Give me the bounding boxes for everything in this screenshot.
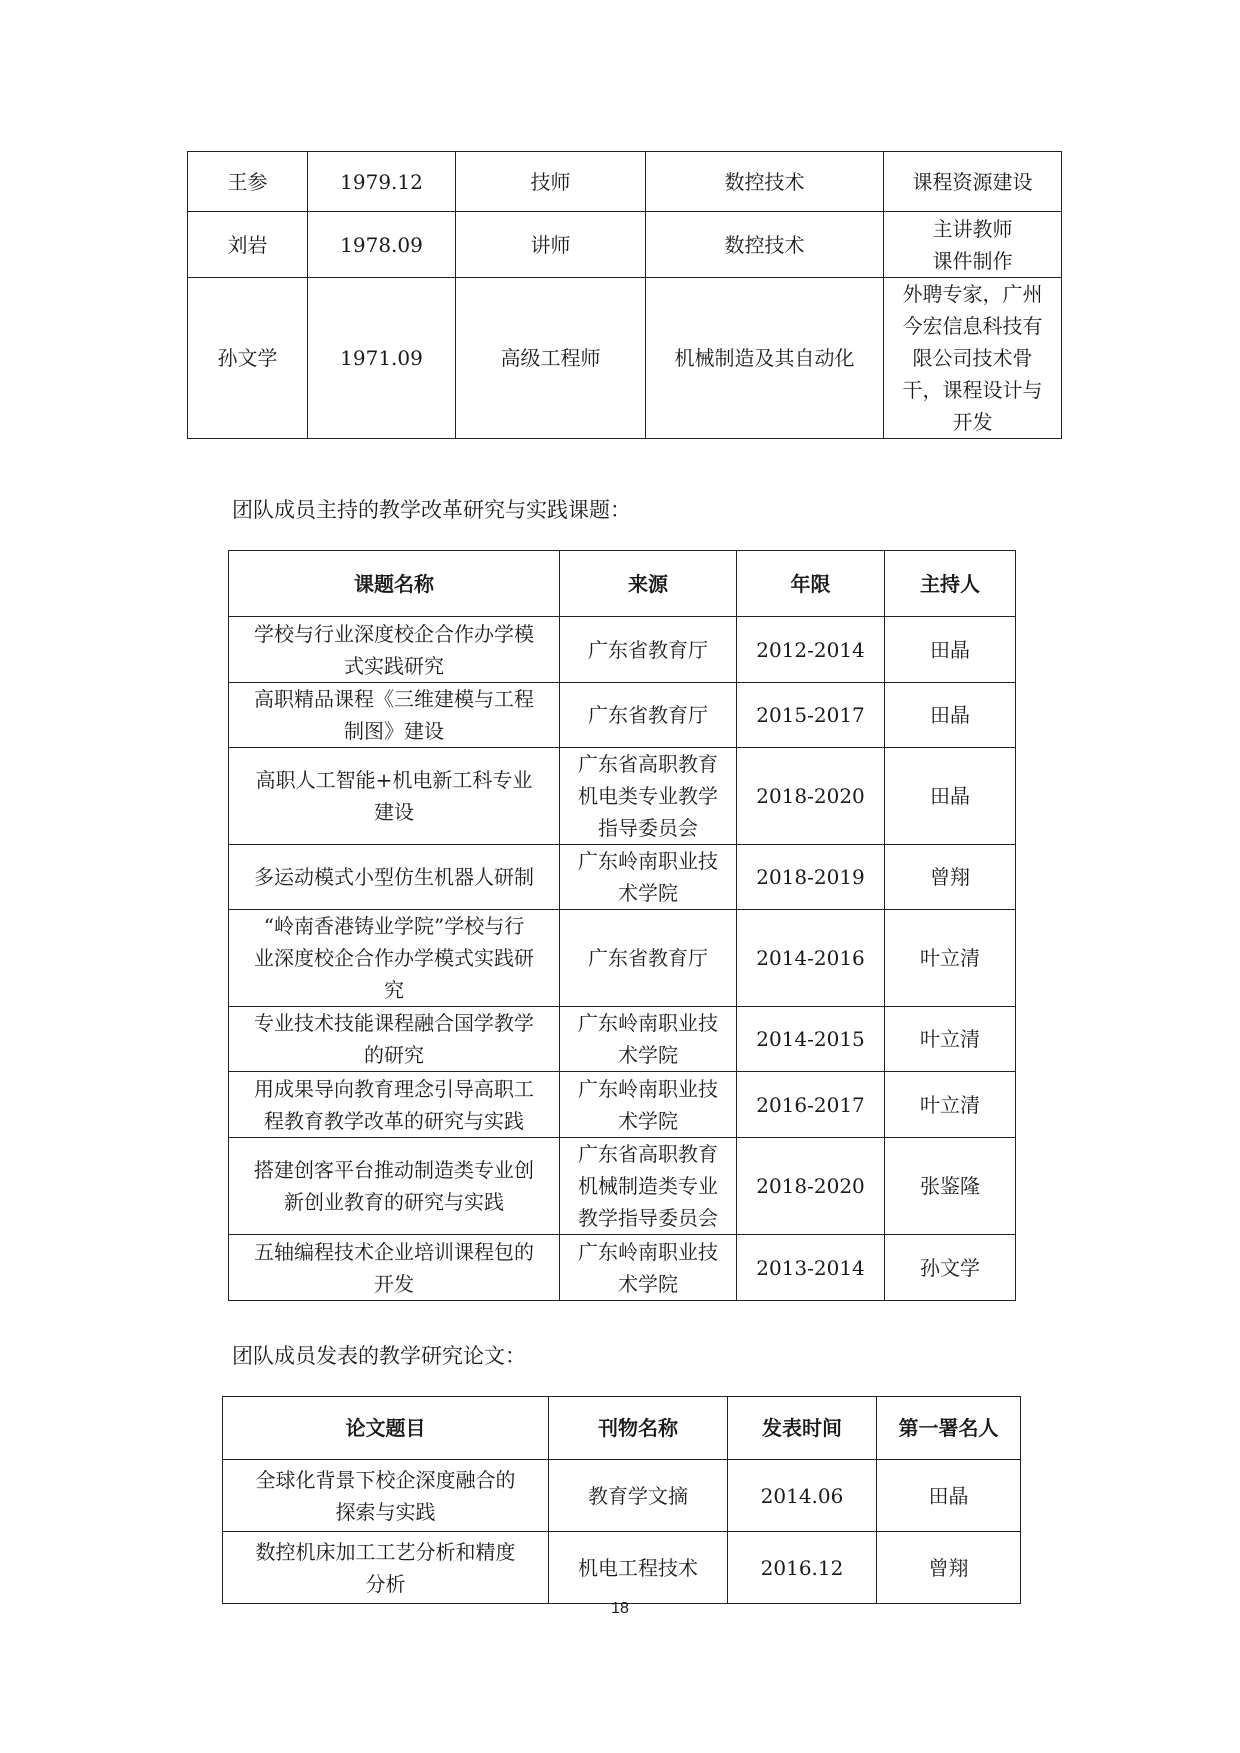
- project-title-line: 用成果导向教育理念引导高职工: [254, 1076, 534, 1101]
- project-source-line: 广东省高职教育: [578, 752, 718, 776]
- project-source-line: 术学院: [618, 1108, 678, 1133]
- project-source: [560, 748, 737, 845]
- paper-title-line: 数控机床加工工艺分析和精度: [255, 1539, 516, 1564]
- header-years: 年限: [737, 551, 885, 617]
- project-source: [560, 1072, 737, 1138]
- member-role-line: 干，课程设计与: [902, 378, 1043, 402]
- member-title: 讲师: [456, 212, 646, 278]
- paper-author: 田晶: [877, 1460, 1021, 1532]
- project-years: 2018-2020: [737, 748, 885, 845]
- project-source-line: 广东省教育厅: [588, 637, 708, 662]
- project-title-line: 专业技术技能课程融合国学教学: [254, 1011, 534, 1035]
- project-source-line: 广东省教育厅: [588, 703, 708, 727]
- table-row: [229, 683, 1016, 748]
- member-role-line: 主讲教师: [932, 216, 1013, 241]
- header-journal: 刊物名称: [549, 1397, 728, 1460]
- project-title: [229, 748, 560, 845]
- project-title-line: 开发: [374, 1271, 414, 1296]
- project-title-line: 多运动模式小型仿生机器人研制: [254, 865, 534, 889]
- project-title-line: 制图》建设: [344, 719, 444, 743]
- project-host: 曾翔: [885, 845, 1016, 910]
- header-host: 主持人: [885, 551, 1016, 617]
- header-source: 来源: [560, 551, 737, 617]
- table-row: [229, 1235, 1016, 1301]
- project-source-line: 术学院: [618, 1043, 678, 1067]
- table-row: [229, 1007, 1016, 1072]
- project-years: 2018-2019: [737, 845, 885, 910]
- project-source: [560, 1007, 737, 1072]
- member-role-line: 限公司技术骨: [912, 346, 1033, 370]
- member-name: 孙文学: [188, 278, 308, 439]
- header-date: 发表时间: [728, 1397, 877, 1460]
- paper-date: 2014.06: [728, 1460, 877, 1532]
- member-major: 数控技术: [646, 212, 884, 278]
- project-host: 叶立清: [885, 1072, 1016, 1138]
- table-row: [229, 748, 1016, 845]
- project-source-line: 指导委员会: [598, 816, 698, 840]
- project-years: 2012-2014: [737, 617, 885, 683]
- project-host: 田晶: [885, 748, 1016, 845]
- project-host: 孙文学: [885, 1235, 1016, 1301]
- project-source: [560, 617, 737, 683]
- project-title-line: 建设: [374, 800, 414, 824]
- project-years: 2018-2020: [737, 1138, 885, 1235]
- member-birth: 1971.09: [308, 278, 456, 439]
- table-row: [223, 1532, 1021, 1604]
- project-title-line: 高职人工智能+机电新工科专业: [255, 768, 533, 792]
- header-project-title: 课题名称: [229, 551, 560, 617]
- member-title: 高级工程师: [456, 278, 646, 439]
- project-title-line: 搭建创客平台推动制造类专业创: [254, 1158, 534, 1182]
- paper-journal: 教育学文摘: [549, 1460, 728, 1532]
- project-source-line: 教学指导委员会: [578, 1206, 718, 1230]
- project-source-line: 广东岭南职业技: [578, 1239, 718, 1264]
- project-source-line: 机械制造类专业: [578, 1174, 718, 1198]
- table-row: [229, 1072, 1016, 1138]
- member-role: [884, 152, 1062, 212]
- project-title-line: 的研究: [364, 1043, 424, 1067]
- project-years: 2013-2014: [737, 1235, 885, 1301]
- member-major: 数控技术: [646, 152, 884, 212]
- header-first-author: 第一署名人: [877, 1397, 1021, 1460]
- project-title-line: 究: [384, 978, 404, 1002]
- page-number: 18: [611, 1600, 629, 1617]
- paper-title: [223, 1460, 549, 1532]
- member-title: 技师: [456, 152, 646, 212]
- project-title: [229, 845, 560, 910]
- project-title-line: 业深度校企合作办学模式实践研: [254, 946, 534, 970]
- project-source-line: 机电类专业教学: [578, 784, 718, 808]
- table-row: [229, 845, 1016, 910]
- member-role: [884, 278, 1062, 439]
- member-role-line: 今宏信息科技有: [902, 314, 1043, 338]
- project-source-line: 广东岭南职业技: [578, 1076, 718, 1101]
- project-source-line: 广东岭南职业技: [578, 849, 718, 873]
- project-host: 田晶: [885, 683, 1016, 748]
- paper-title: [223, 1532, 549, 1604]
- papers-table: [222, 1396, 1021, 1604]
- project-title-line: 新创业教育的研究与实践: [284, 1190, 504, 1214]
- project-host: 叶立清: [885, 1007, 1016, 1072]
- paper-author: 曾翔: [877, 1532, 1021, 1604]
- table-row: [188, 152, 1062, 212]
- project-title: [229, 683, 560, 748]
- project-years: 2014-2016: [737, 910, 885, 1007]
- project-source-line: 广东岭南职业技: [578, 1011, 718, 1035]
- project-title-line: “岭南香港铸业学院”学校与行: [263, 914, 525, 938]
- project-host: 田晶: [885, 617, 1016, 683]
- member-role-line: 课件制作: [932, 248, 1013, 273]
- project-years: 2015-2017: [737, 683, 885, 748]
- project-source: [560, 1138, 737, 1235]
- project-title: [229, 1138, 560, 1235]
- member-birth: 1978.09: [308, 212, 456, 278]
- project-source: [560, 845, 737, 910]
- member-role-line: 外聘专家，广州: [902, 282, 1043, 306]
- project-host: 叶立清: [885, 910, 1016, 1007]
- table-row: [188, 278, 1062, 439]
- project-years: 2016-2017: [737, 1072, 885, 1138]
- paper-title-line: 分析: [365, 1571, 406, 1596]
- project-source: [560, 683, 737, 748]
- project-title-line: 五轴编程技术企业培训课程包的: [254, 1239, 534, 1264]
- paper-journal: 机电工程技术: [549, 1532, 728, 1604]
- project-title: [229, 617, 560, 683]
- table-row: [229, 910, 1016, 1007]
- project-title: [229, 1007, 560, 1072]
- table-row: [223, 1460, 1021, 1532]
- project-years: 2014-2015: [737, 1007, 885, 1072]
- project-source: [560, 910, 737, 1007]
- member-role-line: 开发: [952, 410, 993, 434]
- project-title-line: 高职精品课程《三维建模与工程: [254, 687, 534, 711]
- member-role-line: 课程资源建设: [912, 169, 1033, 194]
- project-source-line: 术学院: [618, 1271, 678, 1296]
- papers-caption: 团队成员发表的教学研究论文：: [232, 1344, 526, 1368]
- paper-date: 2016.12: [728, 1532, 877, 1604]
- project-source: [560, 1235, 737, 1301]
- project-source-line: 术学院: [618, 881, 678, 905]
- project-title-line: 学校与行业深度校企合作办学模: [254, 621, 534, 646]
- project-title-line: 程教育教学改革的研究与实践: [264, 1108, 524, 1133]
- paper-title-line: 全球化背景下校企深度融合的: [255, 1467, 516, 1492]
- project-title: [229, 910, 560, 1007]
- project-source-line: 广东省教育厅: [588, 946, 708, 970]
- member-name: 刘岩: [188, 212, 308, 278]
- member-name: 王参: [188, 152, 308, 212]
- project-source-line: 广东省高职教育: [578, 1142, 718, 1166]
- header-paper-title: 论文题目: [223, 1397, 549, 1460]
- projects-caption: 团队成员主持的教学改革研究与实践课题：: [232, 498, 631, 522]
- projects-table: [228, 550, 1016, 1301]
- member-role: [884, 212, 1062, 278]
- project-title: [229, 1235, 560, 1301]
- project-title-line: 式实践研究: [344, 653, 444, 678]
- members-table: [187, 151, 1062, 439]
- project-host: 张鉴隆: [885, 1138, 1016, 1235]
- table-row: [229, 617, 1016, 683]
- table-row: [188, 212, 1062, 278]
- paper-title-line: 探索与实践: [335, 1499, 436, 1524]
- member-birth: 1979.12: [308, 152, 456, 212]
- project-title: [229, 1072, 560, 1138]
- member-major: 机械制造及其自动化: [646, 278, 884, 439]
- table-row: [229, 1138, 1016, 1235]
